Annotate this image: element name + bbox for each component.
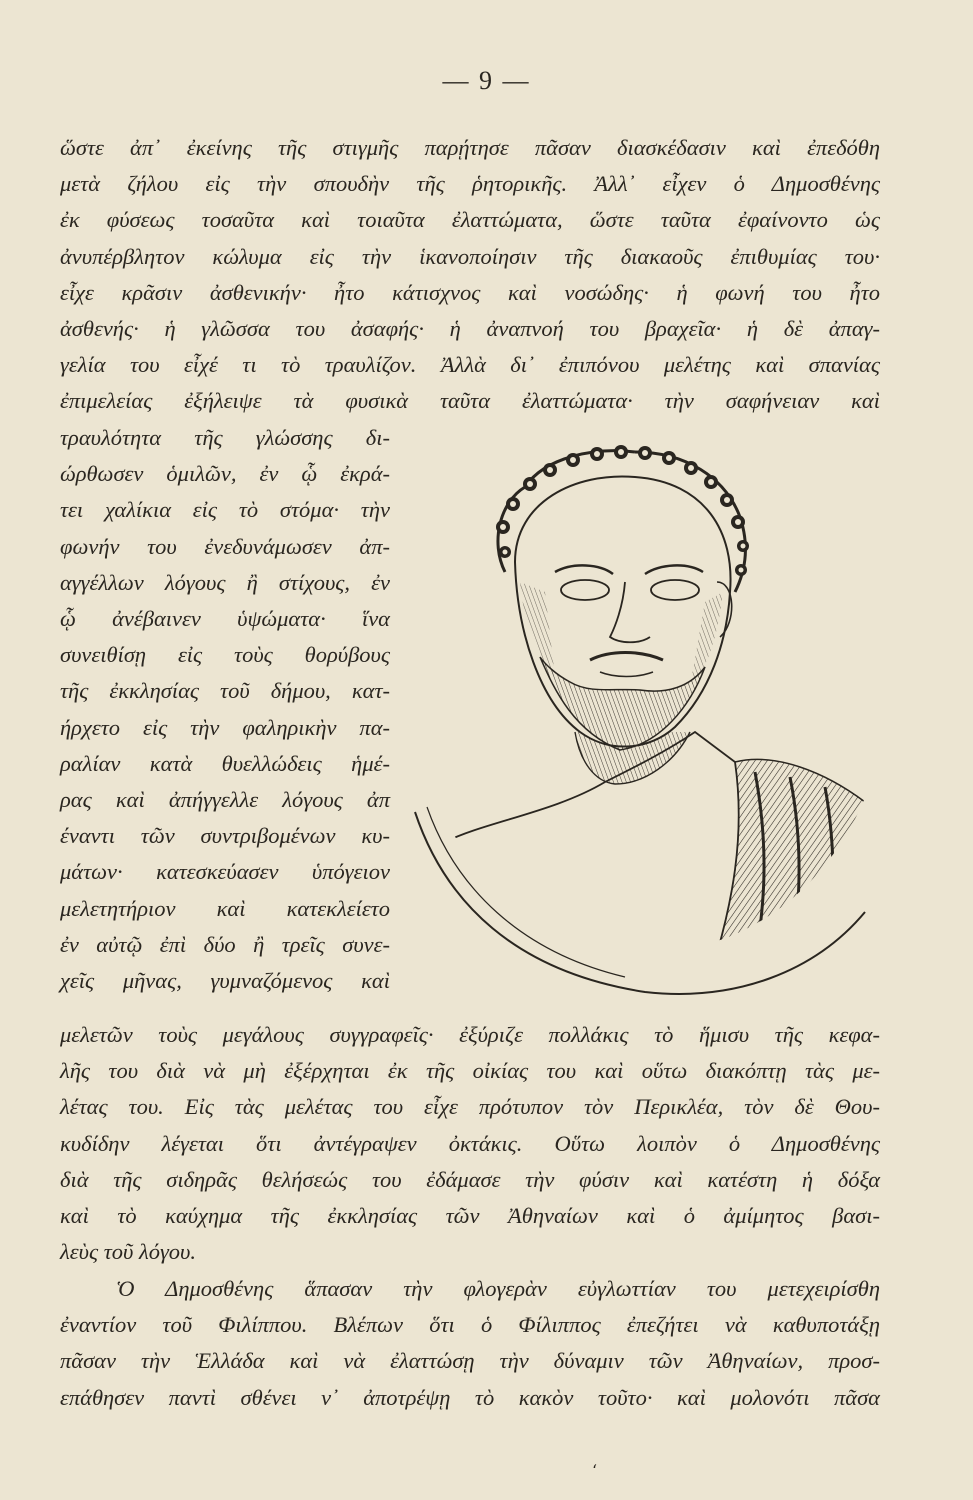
stray-ink-mark: ʻ [592,1461,598,1480]
text-line: ᾧ ἀνέβαινεν ὑψώματα· ἵνα [60,606,390,632]
text-line: μάτων· κατεσκεύασεν ὑπόγειον [60,859,390,885]
text-line: ὥστε ἀπ᾿ ἐκείνης τῆς στιγμῆς παρῄτησε πᾶσαν διασκέδασιν καὶ ἐπεδόθη [60,135,880,160]
text-line: συνειθίσῃ εἰς τοὺς θορύβους [60,642,390,668]
text-line: φωνήν του ἐνεδυνάμωσεν ἀπ- [60,533,390,559]
text-line: ἀσθενής· ἡ γλῶσσα του ἀσαφής· ἡ ἀναπνοή του βραχεῖα· ἡ δὲ ἀπαγ- [60,316,880,342]
text-line: ἐκ φύσεως τοσαῦτα καὶ τοιαῦτα ἐλαττώματα, ὥστε ταῦτα ἐφαίνοντο ὡς [60,207,880,233]
text-line: ἀνυπέρβλητον κώλυμα εἰς τὴν ἱκανοποίησιν τῆς διακαοῦς ἐπιθυμίας του· [60,243,880,269]
text-line: ἐναντίον τοῦ Φιλίππου. Βλέπων ὅτι ὁ Φίλιππος ἐπεζήτει νὰ καθυποτάξῃ [60,1312,880,1338]
text-line: ρας καὶ ἀπήγγελλε λόγους ἀπ [60,787,390,813]
text-line: τραυλότητα τῆς γλώσσης δι- [60,425,390,450]
page-number: — 9 — [442,66,531,95]
text-line: πᾶσαν τὴν Ἑλλάδα καὶ νὰ ἐλαττώσῃ τὴν δύναμιν τῶν Ἀθηναίων, προσ- [60,1348,880,1374]
paragraph-1-bottom [60,1017,880,1270]
text-line: ραλίαν κατὰ θυελλώδεις ἡμέ- [60,750,390,776]
text-line: ώρθωσεν ὁμιλῶν, ἐν ᾧ ἐκρά- [60,461,390,487]
text-line: μελετῶν τοὺς μεγάλους συγγραφεῖς· ἐξύριζε πολλάκις τὸ ἥμισυ τῆς κεφα- [60,1022,880,1047]
text-line: τει χαλίκια εἰς τὸ στόμα· τὴν [60,497,390,523]
paragraph-1-wrapped [60,420,390,999]
text-line: μελετητήριον καὶ κατεκλείετο [60,895,390,921]
text-line: ἐπιμελείας ἐξήλειψε τὰ φυσικὰ ταῦτα ἐλαττώματα· τὴν σαφήνειαν καὶ [60,388,880,414]
text-line: εἶχε κρᾶσιν ἀσθενικήν· ἦτο κάτισχνος καὶ νοσώδης· ἡ φωνή του ἦτο [60,279,880,305]
paragraph-2 [60,1271,880,1416]
text-line: κυδίδην λέγεται ὅτι ἀντέγραψεν ὀκτάκις. Οὕτω λοιπὸν ὁ Δημοσθένης [60,1130,880,1156]
text-line: Ὁ Δημοσθένης ἅπασαν τὴν φλογερὰν εὐγλωττίαν του μετεχειρίσθη [116,1276,880,1301]
text-line: λέτας του. Εἰς τὰς μελέτας του εἶχε πρότυπον τὸν Περικλέα, τὸν δὲ Θου- [60,1094,880,1120]
paragraph-1-top [60,130,880,420]
text-line: διὰ τῆς σιδηρᾶς θελήσεώς του ἐδάμασε τὴν φύσιν καὶ κατέστη ἡ δόξα [60,1166,880,1192]
text-line: χεῖς μῆνας, γυμναζόμενος καὶ [60,968,390,994]
text-line: καὶ τὸ καύχημα τῆς ἐκκλησίας τῶν Ἀθηναίων καὶ ὁ ἀμίμητος βασι- [60,1203,880,1229]
portrait-illustration [405,432,883,1012]
text-line: επάθησεν παντὶ σθένει ν᾿ ἀποτρέψῃ τὸ κακὸν τοῦτο· καὶ μολονότι πᾶσα [60,1384,880,1410]
text-line: αγγέλλων λόγους ἢ στίχους, ἐν [60,569,390,595]
text-line: τῆς ἐκκλησίας τοῦ δήμου, κατ- [60,678,390,704]
text-line: έναντι τῶν συντριβομένων κυ- [60,823,390,849]
text-line: μετὰ ζήλου εἰς τὴν σπουδὴν τῆς ῥητορικῆς. Ἀλλ᾿ εἶχεν ὁ Δημοσθένης [60,171,880,197]
text-line: λεὺς τοῦ λόγου. [60,1239,197,1265]
text-line: ήρχετο εἰς τὴν φαληρικὴν πα- [60,714,390,740]
text-line: γελία του εἶχέ τι τὸ τραυλίζον. Ἀλλὰ δι᾿ ἐπιπόνου μελέτης καὶ σπανίας [60,352,880,378]
text-line: λῆς του διὰ νὰ μὴ ἐξέρχηται ἐκ τῆς οἰκίας του καὶ οὕτω διακόπτῃ τὰς με- [60,1058,880,1084]
text-line: ἐν αὐτῷ ἐπὶ δύο ἢ τρεῖς συνε- [60,931,390,957]
